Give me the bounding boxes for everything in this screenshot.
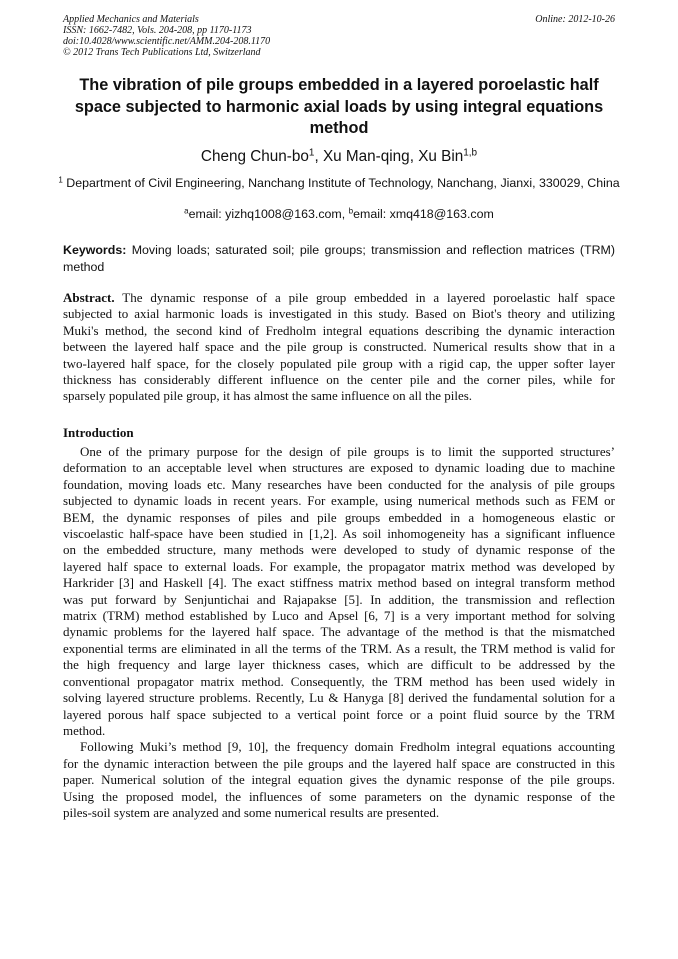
keywords-label: Keywords: bbox=[63, 243, 127, 257]
paragraph-line: method. bbox=[63, 722, 106, 738]
paragraph-line: One of the primary purpose for the design of pile groups is to limit the supported structures’ bbox=[80, 444, 615, 459]
paragraph-line: foundation, moving loads etc. Many researches have been conducted for the analysis of pile groups bbox=[63, 476, 615, 492]
abstract-line: subjected to axial harmonic loads is investigated in this study. Based on Biot's theory and utilizing bbox=[63, 306, 615, 322]
paragraph-line: Following Muki’s method [9, 10], the frequency domain Fredholm integral equations accounting bbox=[80, 739, 615, 755]
abstract-line: two-layered half space, for the closely populated pile group with a rigid cap, the upper softer layer bbox=[63, 355, 615, 371]
keywords-line: method bbox=[63, 259, 105, 274]
email-mark: b bbox=[348, 206, 354, 216]
paragraph-line: solving layered structure problems. Recently, Lu & Hanyga [8] derived the fundamental solution for a bbox=[63, 690, 615, 706]
author-separator: , bbox=[314, 148, 323, 165]
author-name: Cheng Chun-bo bbox=[200, 148, 309, 165]
paragraph-line: layered porous half space subjected to a vertical point force or a point fluid source by the TRM bbox=[63, 706, 615, 722]
author-affiliation-mark: 1 bbox=[308, 147, 315, 159]
abstract-text: The dynamic response of a pile group embedded in a layered poroelastic half space bbox=[114, 290, 615, 305]
paragraph-line: paper. Numerical solution of the integral equation gives the dynamic response of the pile groups. bbox=[63, 772, 615, 788]
doi-link[interactable]: doi:10.4028/www.scientific.net/AMM.204-208.1170 bbox=[63, 36, 271, 47]
online-date: Online: 2012-10-26 bbox=[535, 14, 615, 25]
author-separator: , bbox=[409, 148, 419, 165]
author-name: Xu Man-qing bbox=[322, 148, 410, 165]
paragraph-line: piles-soil system are analyzed and some numerical results are presented. bbox=[63, 804, 440, 820]
paragraph-line: Harkrider [3] and Haskell [4]. The exact stiffness matrix method based on integral transform method bbox=[63, 575, 615, 591]
paragraph-line: dynamic problems for the layered half space. The advantage of the method is that the mismatched bbox=[63, 624, 615, 640]
paragraph-line: the high frequency and large layer thickness cases, which are difficult to be addressed by the bbox=[63, 657, 615, 673]
introduction-body bbox=[63, 444, 615, 821]
paragraph-line: for the dynamic interaction between the pile groups and the layered half space are constructed in this bbox=[63, 755, 615, 771]
paragraph bbox=[63, 739, 615, 821]
email-b[interactable]: email: xmq418@163.com bbox=[353, 207, 494, 221]
paragraph-line: viscoelastic half-space have been studied in [1,2]. As soil inhomogeneity has a significant influence bbox=[63, 526, 615, 542]
email-mark: a bbox=[184, 206, 189, 216]
paragraph-line: subjected to dynamic loads in recent years. For example, using numerical methods such as FEM or bbox=[63, 493, 615, 509]
paragraph-line: conventional propagator matrix method. Consequently, the TRM method has been used widely in bbox=[63, 673, 615, 689]
publication-header bbox=[63, 14, 615, 58]
keywords bbox=[63, 242, 615, 275]
affiliation bbox=[55, 175, 623, 191]
affiliation-mark: 1 bbox=[58, 175, 63, 185]
affiliation-text: Department of Civil Engineering, Nanchang Institute of Technology, Nanchang, Jianxi, 330029, China bbox=[62, 176, 620, 190]
issn-info: ISSN: 1662-7482, Vols. 204-208, pp 1170-1173 bbox=[63, 25, 252, 36]
paragraph-line: BEM, the dynamic responses of piles and pile groups embedded in a homogeneous elastic or bbox=[63, 509, 615, 525]
keywords-text: Moving loads; saturated soil; pile groups; transmission and reflection matrices (TRM) bbox=[126, 243, 615, 257]
abstract-line bbox=[63, 290, 615, 306]
paragraph-line: Using the proposed model, the influences of some parameters on the dynamic response of the bbox=[63, 788, 615, 804]
paragraph-line: layered half space to external loads. For example, the propagator matrix method was developed by bbox=[63, 558, 615, 574]
author-emails bbox=[63, 207, 615, 221]
paragraph bbox=[63, 444, 615, 739]
copyright: © 2012 Trans Tech Publications Ltd, Switzerland bbox=[63, 47, 261, 58]
paragraph-line: deformation to an acceptable level when structures are exposed to dynamic loading due to machine bbox=[63, 460, 615, 476]
author-affiliation-mark: 1,b bbox=[463, 147, 478, 159]
author-name: Xu Bin bbox=[418, 148, 464, 165]
keywords-line bbox=[63, 242, 615, 259]
author-list bbox=[63, 148, 615, 166]
abstract-label: Abstract. bbox=[63, 290, 115, 305]
journal-name: Applied Mechanics and Materials bbox=[63, 14, 199, 25]
section-heading-introduction: Introduction bbox=[63, 425, 134, 440]
abstract-line: thickness has considerably different influence on the center pile and the corner piles, while for bbox=[63, 372, 615, 388]
abstract-line: between the layered half space and the pile group is constructed. Numerical results show that in a bbox=[63, 339, 615, 355]
abstract-line: Muki's method, the second kind of Fredholm integral equations describing the dynamic interaction bbox=[63, 322, 615, 338]
abstract-line: sparsely populated pile group, it has almost the same influence on all the piles. bbox=[63, 388, 473, 404]
paper-title: The vibration of pile groups embedded in a layered poroelastic half space subjected to harmonic axial loads by using integral equations method bbox=[74, 76, 604, 137]
paragraph-line: on the embedded structure, many methods were developed to study of dynamic response of the bbox=[63, 542, 615, 558]
paragraph-line: matrix (TRM) method established by Luco and Apsel [6, 7] is a very important method for solving bbox=[63, 608, 615, 624]
paragraph-line: exponential terms are eliminated in all the terms of the TRM. As a result, the TRM method is valid for bbox=[63, 640, 615, 656]
paragraph-line: was put forward by Senjuntichai and Rajapakse [5]. In addition, the transmission and reflection bbox=[63, 591, 615, 607]
abstract bbox=[63, 290, 615, 405]
email-a[interactable]: email: yizhq1008@163.com, bbox=[188, 207, 349, 221]
